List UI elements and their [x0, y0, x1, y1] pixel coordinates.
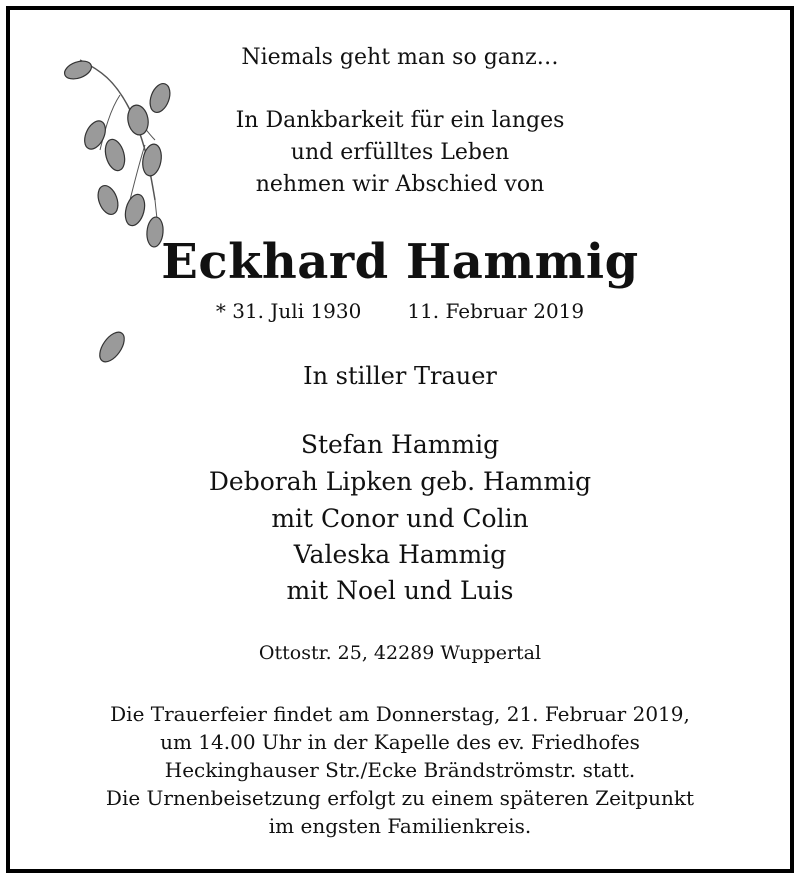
address: Ottostr. 25, 42289 Wuppertal: [258, 642, 542, 664]
intro-line-1: In Dankbarkeit für ein langes: [235, 108, 565, 133]
family-member-4: Valeska Hammig: [293, 540, 507, 569]
death-date: 11. Februar 2019: [407, 299, 585, 323]
family-member-2: Deborah Lipken geb. Hammig: [208, 467, 592, 496]
deceased-name: Eckhard Hammig: [161, 234, 639, 290]
ceremony-line-4: Die Urnenbeisetzung erfolgt zu einem späteren Zeitpunkt: [105, 786, 695, 810]
ceremony-line-2: um 14.00 Uhr in der Kapelle des ev. Friedhofes: [160, 730, 640, 754]
ceremony-line-1: Die Trauerfeier findet am Donnerstag, 21. Februar 2019,: [110, 702, 690, 726]
family-member-3: mit Conor und Colin: [271, 504, 529, 533]
birch-branch-illustration: [60, 50, 190, 380]
motto: Niemals geht man so ganz…: [241, 45, 559, 70]
intro-line-2: und erfülltes Leben: [290, 140, 510, 165]
birth-date: * 31. Juli 1930: [215, 299, 362, 323]
mourning-phrase: In stiller Trauer: [303, 362, 497, 390]
family-member-5: mit Noel und Luis: [286, 576, 514, 605]
intro-line-3: nehmen wir Abschied von: [255, 172, 545, 197]
ceremony-line-3: Heckinghauser Str./Ecke Brändströmstr. statt.: [164, 758, 636, 782]
family-member-1: Stefan Hammig: [300, 430, 500, 459]
ceremony-line-5: im engsten Familienkreis.: [268, 814, 532, 838]
life-dates: [0, 299, 800, 323]
